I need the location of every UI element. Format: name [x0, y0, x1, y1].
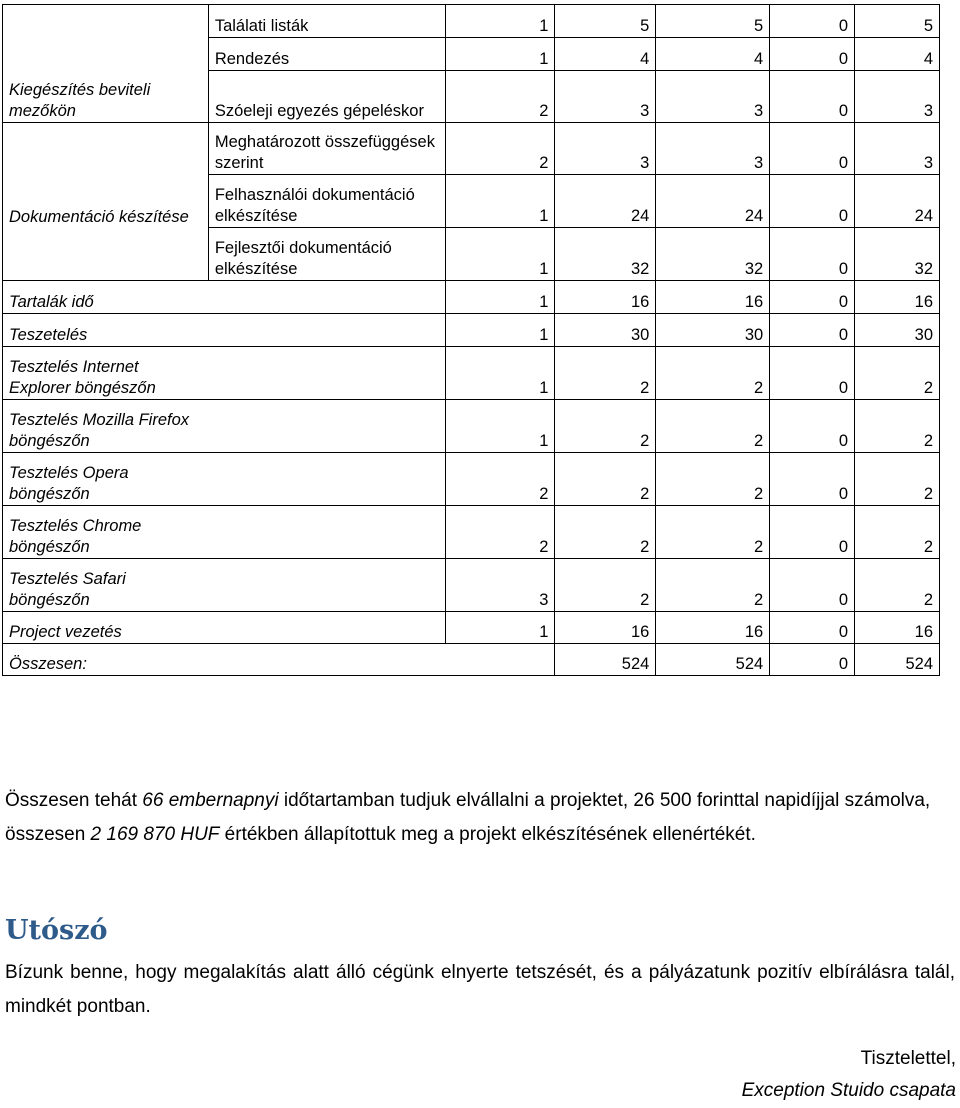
value-cell: 4 — [855, 38, 940, 71]
value-cell: 0 — [770, 314, 855, 347]
task-cell — [208, 314, 445, 347]
group-cell: Kiegészítés beviteli mezőkön — [3, 71, 209, 123]
value-cell: 3 — [656, 123, 770, 175]
value-cell: 1 — [445, 281, 555, 314]
task-cell: Találati listák — [208, 5, 445, 38]
value-cell: 2 — [656, 453, 770, 506]
task-cell — [208, 400, 445, 453]
value-cell: 2 — [555, 400, 656, 453]
table-row — [3, 347, 940, 400]
value-cell: 3 — [555, 71, 656, 123]
value-cell: 32 — [656, 228, 770, 281]
task-cell: Fejlesztői dokumentáció elkészítése — [208, 228, 445, 281]
value-cell: 2 — [555, 506, 656, 559]
value-cell: 2 — [656, 506, 770, 559]
value-cell: 30 — [855, 314, 940, 347]
value-cell: 2 — [555, 559, 656, 612]
task-cell — [208, 453, 445, 506]
task-cell — [208, 559, 445, 612]
total-value: 524 — [656, 644, 770, 676]
closing-signature: Exception Stuido csapata — [741, 1080, 956, 1101]
task-cell: Felhasználói dokumentáció elkészítése — [208, 175, 445, 228]
value-cell: 2 — [656, 400, 770, 453]
group-cell: Tesztelés Safari böngészőn — [3, 559, 209, 612]
group-cell: Tartalák idő — [3, 281, 209, 314]
value-cell: 2 — [855, 400, 940, 453]
value-cell: 30 — [656, 314, 770, 347]
value-cell: 16 — [555, 281, 656, 314]
table-row — [3, 123, 940, 175]
value-cell: 2 — [855, 347, 940, 400]
value-cell: 0 — [770, 506, 855, 559]
total-value: 524 — [555, 644, 656, 676]
value-cell: 2 — [855, 506, 940, 559]
table-row — [3, 175, 940, 228]
summary-days: 66 embernapnyi — [142, 790, 279, 811]
value-cell: 16 — [656, 612, 770, 644]
value-cell: 3 — [855, 71, 940, 123]
value-cell: 1 — [445, 400, 555, 453]
value-cell: 2 — [855, 559, 940, 612]
value-cell: 2 — [855, 453, 940, 506]
value-cell: 24 — [555, 175, 656, 228]
table-row — [3, 453, 940, 506]
value-cell: 30 — [555, 314, 656, 347]
total-label: Összesen: — [3, 644, 209, 676]
value-cell: 32 — [855, 228, 940, 281]
value-cell: 0 — [770, 612, 855, 644]
value-cell: 1 — [445, 5, 555, 38]
afterword-text: Bízunk benne, hogy megalakítás alatt álló cégünk elnyerte tetszését, és a pályázatunk pozitív elbírálásra talál, mindkét pontban. — [5, 962, 955, 1017]
summary-text: értékben állapítottuk meg a projekt elkészítésének ellenértékét. — [219, 824, 756, 845]
value-cell: 1 — [445, 228, 555, 281]
value-cell: 2 — [555, 453, 656, 506]
group-cell — [3, 38, 209, 71]
value-cell — [445, 644, 555, 676]
value-cell: 3 — [555, 123, 656, 175]
value-cell: 5 — [555, 5, 656, 38]
value-cell: 16 — [555, 612, 656, 644]
value-cell: 1 — [445, 38, 555, 71]
value-cell: 2 — [445, 71, 555, 123]
group-cell: Tesztelés Mozilla Firefox böngészőn — [3, 400, 209, 453]
summary-paragraph — [5, 784, 955, 852]
group-cell: Teszetelés — [3, 314, 209, 347]
value-cell: 32 — [555, 228, 656, 281]
value-cell: 2 — [656, 347, 770, 400]
total-row — [3, 644, 940, 676]
table-row — [3, 38, 940, 71]
value-cell: 0 — [770, 228, 855, 281]
value-cell: 5 — [656, 5, 770, 38]
value-cell: 1 — [445, 175, 555, 228]
task-cell — [208, 281, 445, 314]
value-cell: 0 — [770, 453, 855, 506]
value-cell: 4 — [555, 38, 656, 71]
value-cell: 1 — [445, 612, 555, 644]
task-cell — [208, 506, 445, 559]
value-cell: 16 — [855, 612, 940, 644]
value-cell: 0 — [770, 5, 855, 38]
value-cell: 1 — [445, 347, 555, 400]
group-cell: Dokumentáció készítése — [3, 175, 209, 228]
task-cell — [208, 644, 445, 676]
value-cell: 2 — [445, 453, 555, 506]
value-cell: 0 — [770, 38, 855, 71]
total-value: 524 — [855, 644, 940, 676]
group-cell: Tesztelés Internet Explorer böngészőn — [3, 347, 209, 400]
value-cell: 2 — [445, 123, 555, 175]
total-value: 0 — [770, 644, 855, 676]
value-cell: 0 — [770, 123, 855, 175]
task-cell: Szóeleji egyezés gépeléskor — [208, 71, 445, 123]
value-cell: 3 — [445, 559, 555, 612]
task-cell: Rendezés — [208, 38, 445, 71]
value-cell: 1 — [445, 314, 555, 347]
group-cell: Project vezetés — [3, 612, 209, 644]
value-cell: 3 — [656, 71, 770, 123]
group-cell — [3, 228, 209, 281]
table-row — [3, 314, 940, 347]
group-cell — [3, 5, 209, 38]
table-row — [3, 228, 940, 281]
value-cell: 0 — [770, 71, 855, 123]
group-cell: Tesztelés Chrome böngészőn — [3, 506, 209, 559]
summary-text: Összesen tehát — [5, 790, 143, 811]
value-cell: 0 — [770, 281, 855, 314]
value-cell: 0 — [770, 175, 855, 228]
value-cell: 3 — [855, 123, 940, 175]
value-cell: 16 — [855, 281, 940, 314]
table-row — [3, 612, 940, 644]
value-cell: 4 — [656, 38, 770, 71]
group-cell: Tesztelés Opera böngészőn — [3, 453, 209, 506]
closing-greeting: Tisztelettel, — [860, 1048, 956, 1069]
value-cell: 24 — [855, 175, 940, 228]
value-cell: 0 — [770, 347, 855, 400]
group-cell — [3, 123, 209, 175]
table-row — [3, 506, 940, 559]
value-cell: 24 — [656, 175, 770, 228]
task-cell: Meghatározott összefüggések szerint — [208, 123, 445, 175]
value-cell: 5 — [855, 5, 940, 38]
estimate-table — [2, 4, 940, 676]
table-row — [3, 559, 940, 612]
value-cell: 16 — [656, 281, 770, 314]
table-row — [3, 5, 940, 38]
value-cell: 2 — [656, 559, 770, 612]
value-cell: 2 — [445, 506, 555, 559]
afterword-heading: Utószó — [5, 915, 108, 946]
summary-amount: 2 169 870 HUF — [90, 824, 220, 845]
task-cell — [208, 612, 445, 644]
table-row — [3, 281, 940, 314]
value-cell: 2 — [555, 347, 656, 400]
task-cell — [208, 347, 445, 400]
table-row — [3, 400, 940, 453]
table-row — [3, 71, 940, 123]
summary-text: időtartamban tudjuk elvállalni a projektet, 26 500 forinttal napidíjjal számolva, összesen — [5, 790, 931, 845]
value-cell: 0 — [770, 559, 855, 612]
value-cell: 0 — [770, 400, 855, 453]
